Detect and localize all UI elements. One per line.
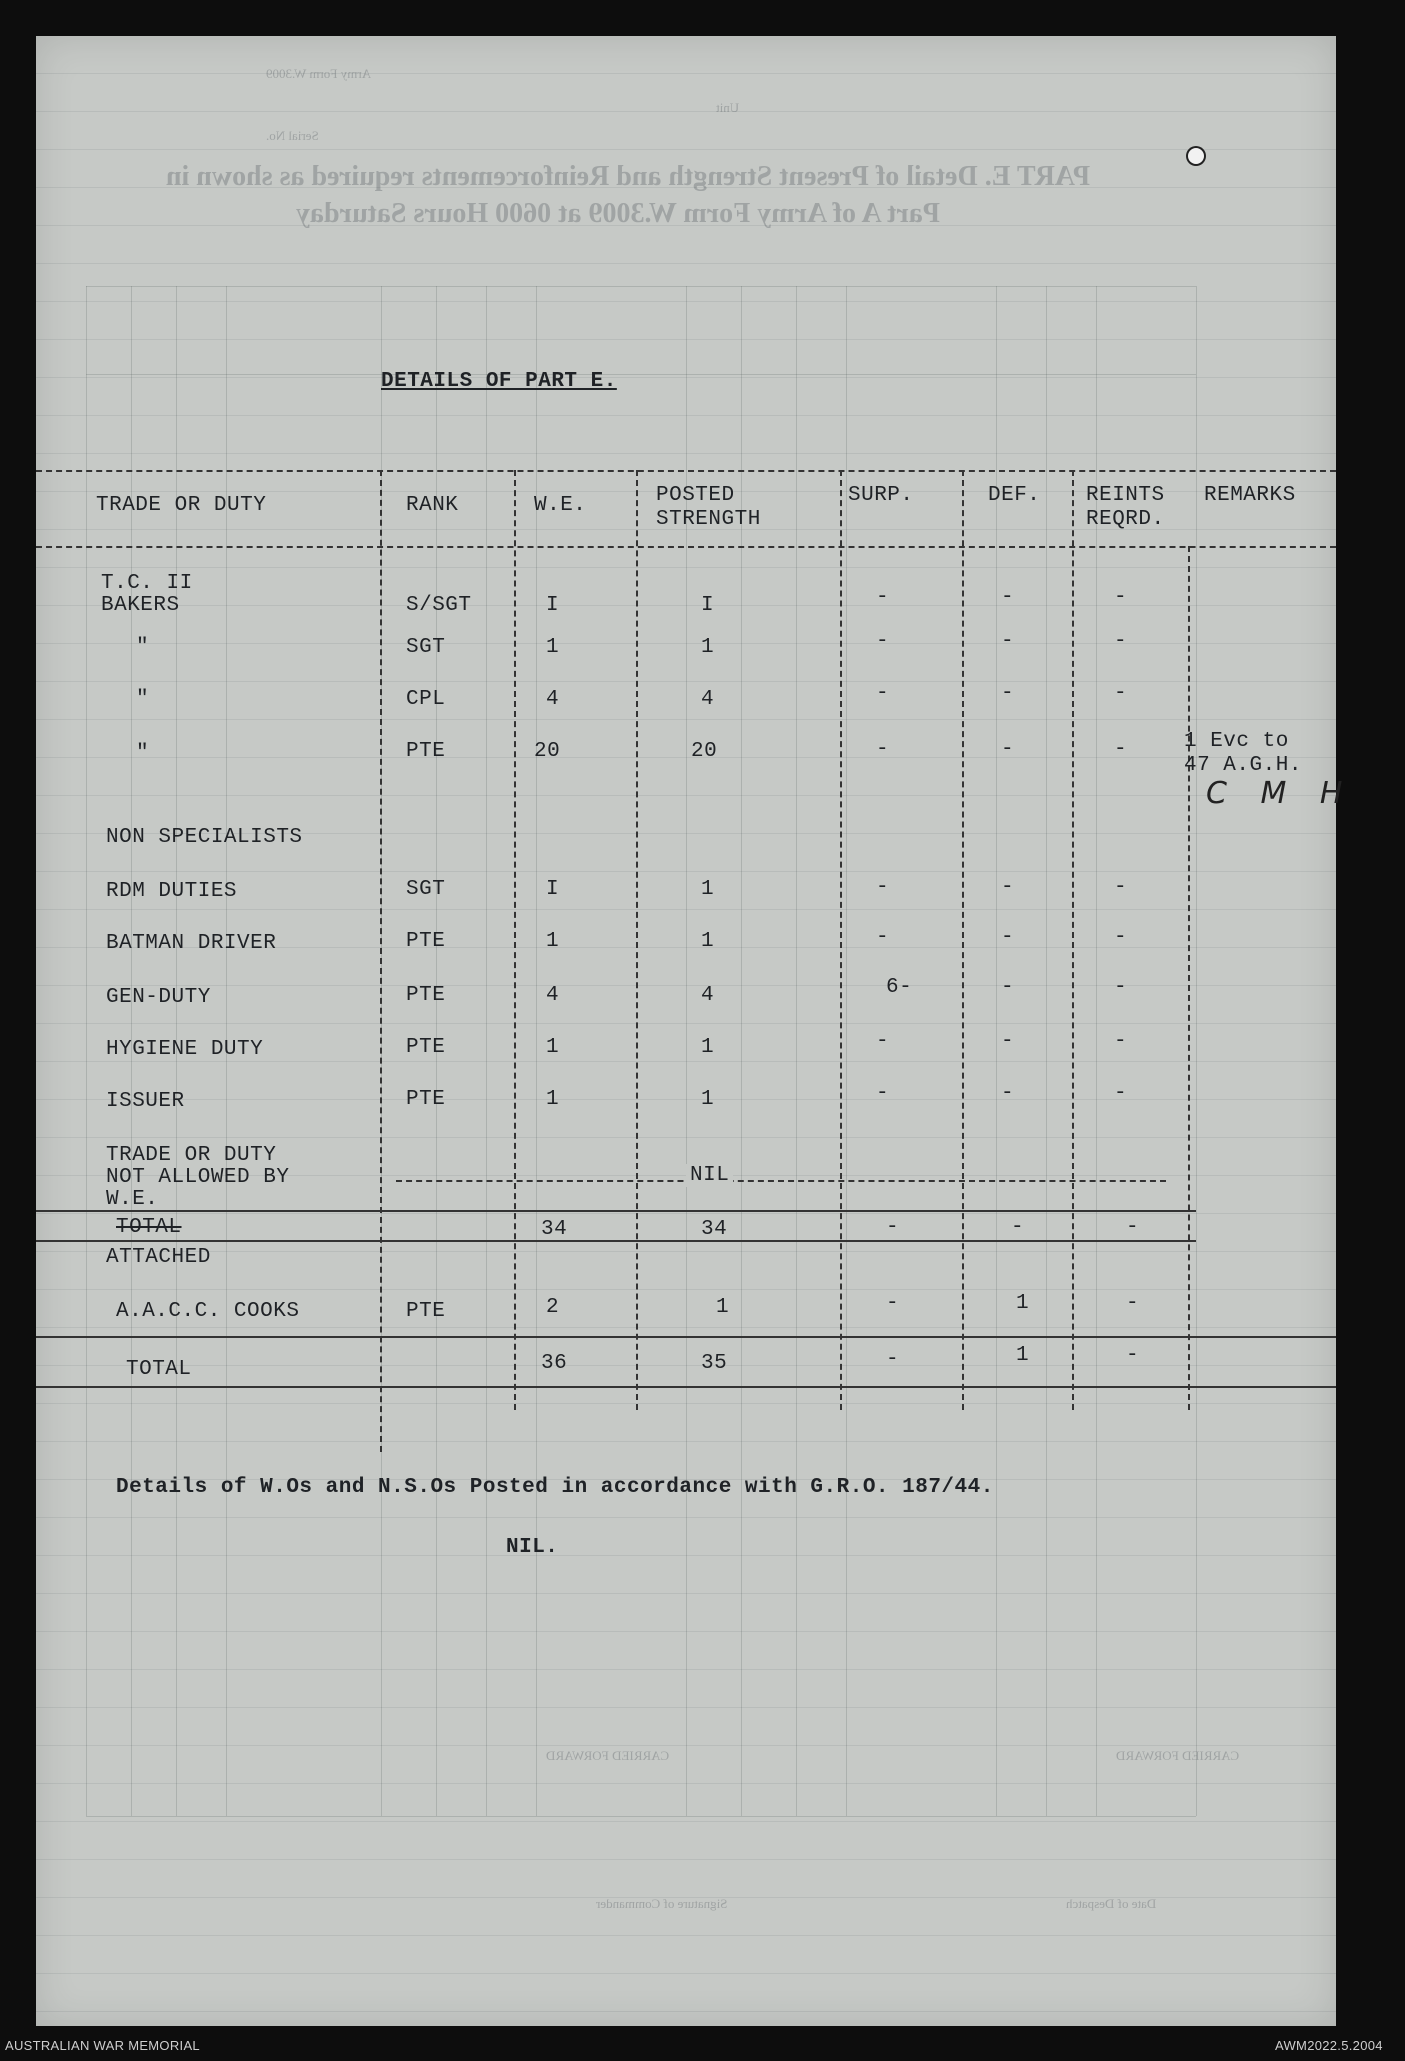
- row-def: -: [1001, 630, 1015, 653]
- total-def: -: [1011, 1216, 1025, 1239]
- grand-total-reints: -: [1126, 1344, 1140, 1367]
- row-surp: -: [876, 876, 890, 899]
- row-trade: HYGIENE DUTY: [106, 1038, 264, 1061]
- attached-label: ATTACHED: [106, 1246, 211, 1269]
- document-sheet: [36, 36, 1355, 2026]
- row-surp: -: [876, 738, 890, 761]
- col-header-trade: TRADE OR DUTY: [96, 494, 267, 517]
- footer-nil: NIL.: [506, 1536, 559, 1559]
- punch-hole: [1188, 148, 1204, 164]
- total-we: 34: [541, 1218, 568, 1241]
- row-posted: I: [701, 594, 715, 617]
- row-def: -: [1001, 1030, 1015, 1053]
- row-posted-nil: NIL: [686, 1164, 733, 1187]
- row-trade: RDM DUTIES: [106, 880, 238, 903]
- page-title: DETAILS OF PART E.: [381, 370, 617, 393]
- row-rank: PTE: [406, 1036, 446, 1059]
- row-posted: 1: [701, 878, 715, 901]
- grand-total-bottom-border: [36, 1386, 1336, 1388]
- row-posted: 1: [701, 1088, 715, 1111]
- total-surp: -: [886, 1216, 900, 1239]
- ghost-title-line-2: Part A of Army Form W.3009 at 0600 Hours Saturday: [296, 198, 940, 229]
- grand-total-label: TOTAL: [126, 1358, 192, 1381]
- row-posted: 1: [701, 930, 715, 953]
- row-we: 4: [546, 984, 560, 1007]
- row-reints: -: [1114, 1082, 1128, 1105]
- grand-total-we: 36: [541, 1352, 568, 1375]
- row-trade: NOT ALLOWED BY: [106, 1166, 290, 1189]
- ghost-row: [86, 286, 1196, 287]
- row-we: 1: [546, 1036, 560, 1059]
- total-reints: -: [1126, 1216, 1140, 1239]
- grand-total-surp: -: [886, 1348, 900, 1371]
- row-rank: SGT: [406, 878, 446, 901]
- ghost-col: [486, 286, 487, 1816]
- row-we: 4: [546, 688, 560, 711]
- attached-rank: PTE: [406, 1300, 446, 1323]
- row-trade: TRADE OR DUTY: [106, 1144, 277, 1167]
- total-posted: 34: [701, 1218, 728, 1241]
- column-divider: [962, 470, 964, 1410]
- grand-total-posted: 35: [701, 1352, 728, 1375]
- row-trade: ISSUER: [106, 1090, 185, 1113]
- total-top-border: [36, 1210, 1196, 1212]
- row-remarks: 1 Evc to: [1184, 730, 1289, 753]
- col-header-we: W.E.: [534, 494, 587, 517]
- row-posted: 4: [701, 984, 715, 1007]
- row-rank: PTE: [406, 984, 446, 1007]
- ghost-title-line-1: PART E. Detail of Present Strength and Reinforcements required as shown in: [166, 161, 1091, 192]
- row-surp: -: [876, 586, 890, 609]
- row-trade: ": [136, 688, 150, 711]
- row-surp: 6-: [886, 976, 913, 999]
- nil-dashed-line: [396, 1180, 1166, 1182]
- row-def: -: [1001, 586, 1015, 609]
- row-we: 1: [546, 636, 560, 659]
- row-trade: BAKERS: [101, 594, 180, 617]
- row-reints: -: [1114, 630, 1128, 653]
- ghost-carried-forward-right: CARRIED FORWARD: [1116, 1748, 1240, 1763]
- row-we: 1: [546, 930, 560, 953]
- total-bottom-border: [36, 1240, 1196, 1242]
- col-header-remarks: REMARKS: [1204, 484, 1296, 507]
- row-surp: -: [876, 1030, 890, 1053]
- row-surp: -: [876, 630, 890, 653]
- footer-note: Details of W.Os and N.S.Os Posted in accordance with G.R.O. 187/44.: [116, 1476, 994, 1499]
- ghost-col: [1196, 286, 1197, 1816]
- row-posted: 1: [701, 1036, 715, 1059]
- attached-we: 2: [546, 1296, 560, 1319]
- row-reints: -: [1114, 876, 1128, 899]
- credit-right: AWM2022.5.2004: [1275, 2038, 1383, 2053]
- column-divider: [380, 470, 382, 1452]
- row-reints: -: [1114, 976, 1128, 999]
- ghost-serial: Serial No.: [266, 128, 319, 143]
- table-top-border: [36, 470, 1336, 472]
- row-rank: PTE: [406, 930, 446, 953]
- row-def: -: [1001, 682, 1015, 705]
- col-header-def: DEF.: [988, 484, 1041, 507]
- column-divider: [636, 470, 638, 1410]
- col-header-surp: SURP.: [848, 484, 914, 507]
- row-def: -: [1001, 976, 1015, 999]
- attached-surp: -: [886, 1292, 900, 1315]
- column-divider: [840, 470, 842, 1410]
- handwritten-remark: C M H: [1206, 776, 1355, 811]
- row-reints: -: [1114, 738, 1128, 761]
- ghost-date: Date of Despatch: [1066, 1896, 1157, 1911]
- ghost-col: [846, 286, 847, 1816]
- row-remarks: 47 A.G.H.: [1184, 754, 1302, 777]
- row-trade: ": [136, 636, 150, 659]
- row-reints: -: [1114, 926, 1128, 949]
- attached-reints: -: [1126, 1292, 1140, 1315]
- ghost-col: [996, 286, 997, 1816]
- row-surp: -: [876, 1082, 890, 1105]
- ghost-form-number: Army Form W.3009: [266, 66, 372, 81]
- row-rank: PTE: [406, 1088, 446, 1111]
- row-def: -: [1001, 1082, 1015, 1105]
- ghost-col: [1046, 286, 1047, 1816]
- grand-total-def: 1: [1016, 1344, 1030, 1367]
- total-label: TOTAL: [116, 1216, 182, 1239]
- attached-trade: A.A.C.C. COOKS: [116, 1300, 300, 1323]
- col-header-rank: RANK: [406, 494, 459, 517]
- row-surp: -: [876, 926, 890, 949]
- attached-posted: 1: [716, 1296, 730, 1319]
- ghost-carried-forward: CARRIED FORWARD: [546, 1748, 670, 1763]
- row-def: -: [1001, 738, 1015, 761]
- ghost-signature: Signature of Commander: [596, 1896, 728, 1911]
- row-def: -: [1001, 876, 1015, 899]
- row-we: I: [546, 878, 560, 901]
- row-posted: 1: [701, 636, 715, 659]
- column-divider: [1188, 546, 1190, 1410]
- row-rank: CPL: [406, 688, 446, 711]
- row-def: -: [1001, 926, 1015, 949]
- row-trade: W.E.: [106, 1188, 159, 1211]
- row-surp: -: [876, 682, 890, 705]
- ghost-row: [86, 374, 1196, 375]
- row-rank: S/SGT: [406, 594, 472, 617]
- ghost-row: [86, 1816, 1196, 1817]
- grand-total-top-border: [36, 1336, 1336, 1338]
- credit-left: AUSTRALIAN WAR MEMORIAL: [5, 2038, 200, 2053]
- section-label: NON SPECIALISTS: [106, 826, 303, 849]
- ghost-col: [86, 286, 87, 1816]
- col-header-posted-strength: POSTED STRENGTH: [656, 484, 761, 531]
- col-header-reints: REINTS REQRD.: [1086, 484, 1165, 531]
- row-trade: ": [136, 742, 150, 765]
- row-rank: SGT: [406, 636, 446, 659]
- row-trade: BATMAN DRIVER: [106, 932, 277, 955]
- row-we: 1: [546, 1088, 560, 1111]
- row-rank: PTE: [406, 740, 446, 763]
- attached-def: 1: [1016, 1292, 1030, 1315]
- ghost-unit: Unit: [716, 100, 740, 115]
- row-posted: 20: [691, 740, 718, 763]
- row-reints: -: [1114, 682, 1128, 705]
- row-reints: -: [1114, 1030, 1128, 1053]
- row-reints: -: [1114, 586, 1128, 609]
- row-trade: GEN-DUTY: [106, 986, 211, 1009]
- row-we: I: [546, 594, 560, 617]
- column-divider: [1072, 470, 1074, 1410]
- column-divider: [514, 470, 516, 1410]
- header-bottom-border: [36, 546, 1336, 548]
- row-we: 20: [534, 740, 561, 763]
- row-trade: T.C. II: [101, 572, 193, 595]
- row-posted: 4: [701, 688, 715, 711]
